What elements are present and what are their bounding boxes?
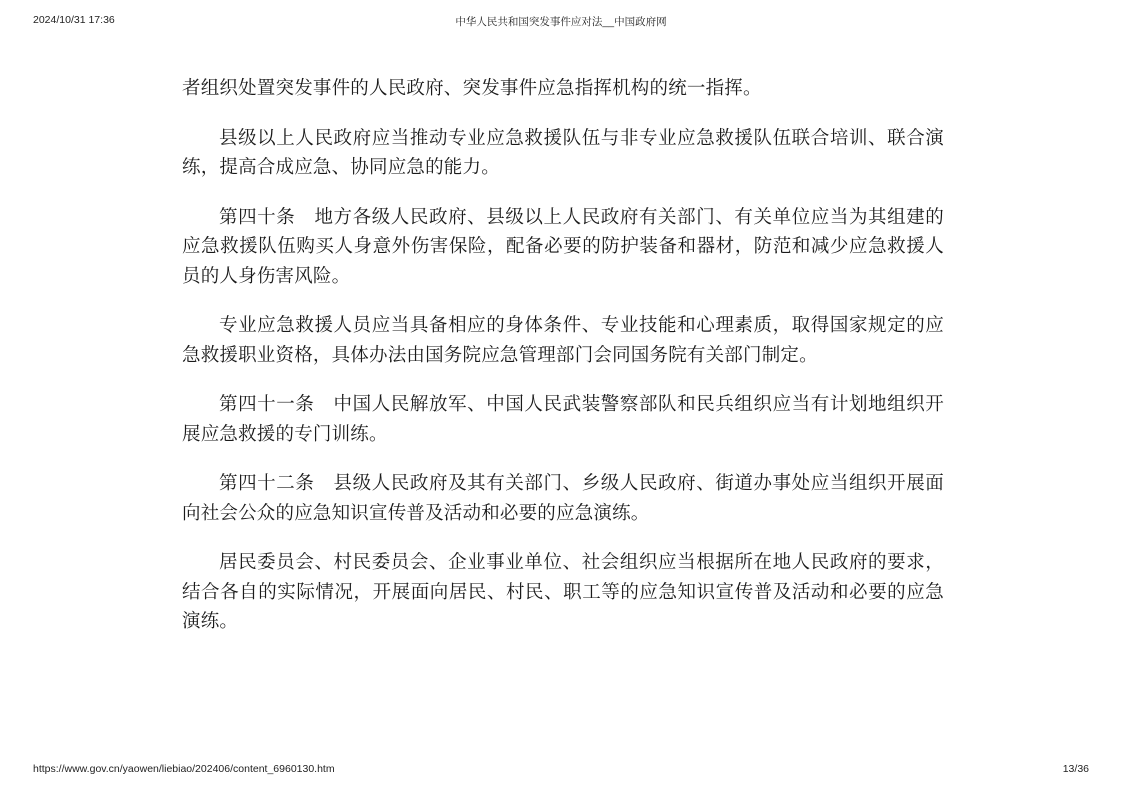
paragraph: 者组织处置突发事件的人民政府、突发事件应急指挥机构的统一指挥。 (182, 78, 762, 99)
paragraph: 专业应急救援人员应当具备相应的身体条件、专业技能和心理素质，取得国家规定的应急救援职业资格，具体办法由国务院应急管理部门会同国务院有关部门制定。 (182, 315, 944, 366)
source-url[interactable]: https://www.gov.cn/yaowen/liebiao/202406/content_6960130.htm (33, 763, 335, 775)
print-datetime: 2024/10/31 17:36 (33, 14, 115, 26)
page-number: 13/36 (1062, 763, 1089, 775)
paragraph: 居民委员会、村民委员会、企业事业单位、社会组织应当根据所在地人民政府的要求，结合各自的实际情况，开展面向居民、村民、职工等的应急知识宣传普及活动和必要的应急演练。 (182, 552, 944, 632)
paragraph-article-42: 第四十二条 县级人民政府及其有关部门、乡级人民政府、街道办事处应当组织开展面向社会公众的应急知识宣传普及活动和必要的应急演练。 (182, 473, 944, 524)
article-body (182, 74, 944, 657)
paragraph-article-40: 第四十条 地方各级人民政府、县级以上人民政府有关部门、有关单位应当为其组建的应急救援队伍购买人身意外伤害保险，配备必要的防护装备和器材，防范和减少应急救援人员的人身伤害风险。 (182, 206, 944, 287)
paragraph-article-41: 第四十一条 中国人民解放军、中国人民武装警察部队和民兵组织应当有计划地组织开展应急救援的专门训练。 (182, 394, 944, 445)
paragraph: 县级以上人民政府应当推动专业应急救援队伍与非专业应急救援队伍联合培训、联合演练，提高合成应急、协同应急的能力。 (182, 127, 944, 178)
page-title: 中华人民共和国突发事件应对法__中国政府网 (455, 16, 667, 28)
